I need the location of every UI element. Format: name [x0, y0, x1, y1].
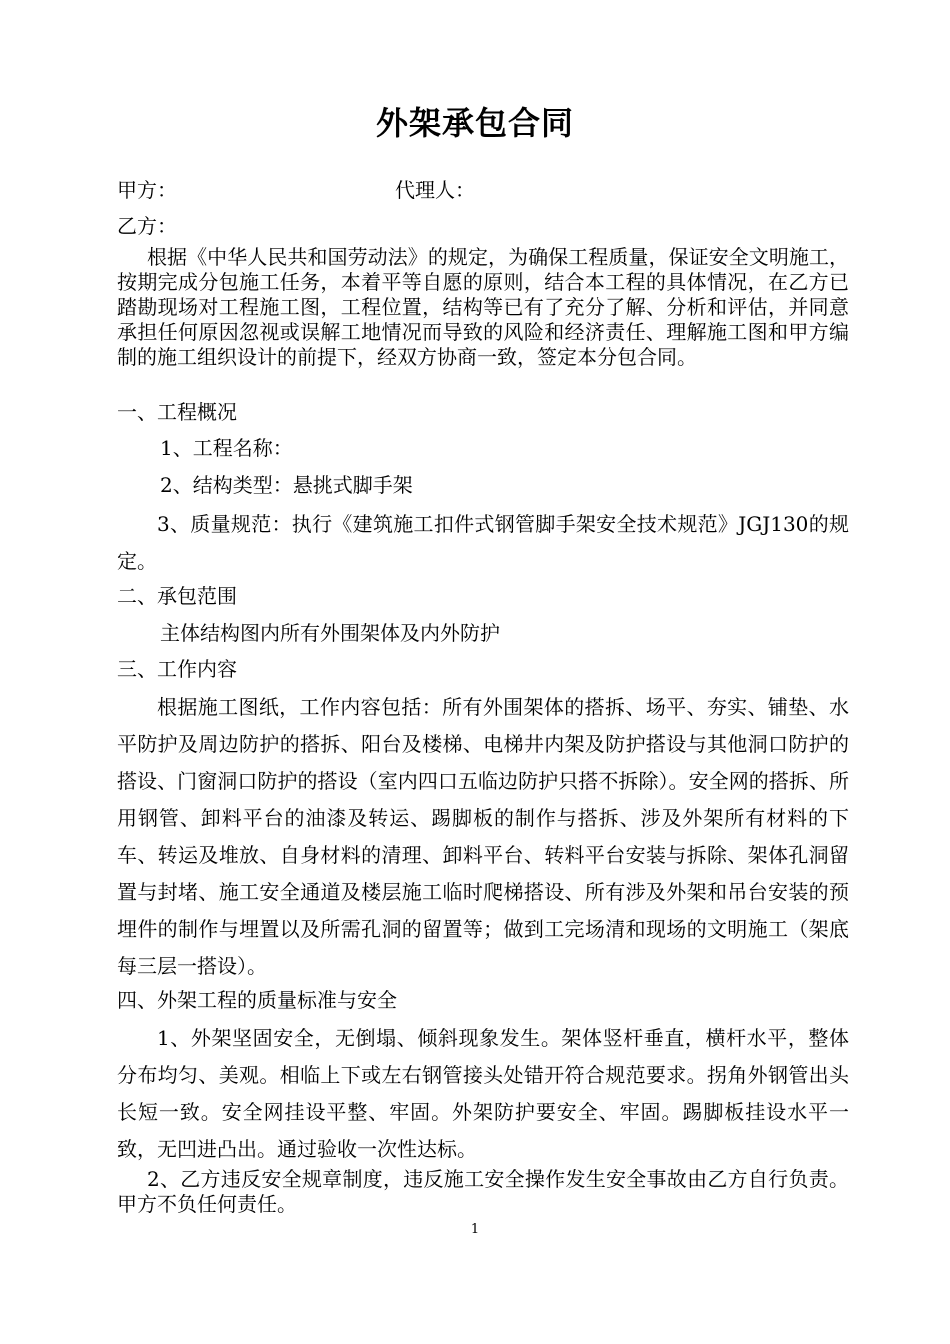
section-4-item-1-block: [117, 1020, 849, 1168]
section-2-heading: 二、承包范围: [117, 584, 237, 608]
section-3-text: 根据施工图纸，工作内容包括：所有外围架体的搭拆、场平、夯实、铺垫、水平防护及周边防护的搭拆、阳台及楼梯、电梯井内架及防护搭设与其他洞口防护的搭设、门窗洞口防护的搭设（室内四口五临边防护只搭不拆除）。安全网的搭拆、所用钢管、卸料平台的油漆及转运、踢脚板的制作与搭拆、涉及外架所有材料的下车、转运及堆放、自身材料的清理、卸料平台、转料平台安装与拆除、架体孔洞留置与封堵、施工安全通道及楼层施工临时爬梯搭设、所有涉及外架和吊台安装的预埋件的制作与埋置以及所需孔洞的留置等；做到工完场清和现场的文明施工（架底每三层一搭设）。: [117, 695, 849, 978]
section-4-item-1: 1、外架坚固安全，无倒塌、倾斜现象发生。架体竖杆垂直，横杆水平，整体分布均匀、美观。相临上下或左右钢管接头处错开符合规范要求。拐角外钢管出头长短一致。安全网挂设平整、牢固。外架防护要安全、牢固。踢脚板挂设水平一致，无凹进凸出。通过验收一次性达标。: [117, 1026, 849, 1161]
section-1-item-1: 1、工程名称：: [160, 436, 293, 460]
section-3-heading: 三、工作内容: [117, 657, 237, 681]
section-4-heading: 四、外架工程的质量标准与安全: [117, 988, 397, 1012]
party-a-label: 甲方：: [117, 178, 177, 202]
section-4-item-2: 2、乙方违反安全规章制度，违反施工安全操作发生安全事故由乙方自行负责。甲方不负任何责任。: [117, 1167, 849, 1216]
page-number: 1: [470, 1222, 480, 1237]
section-1-item-2: 2、结构类型：悬挑式脚手架: [160, 473, 413, 497]
agent-label: 代理人：: [395, 178, 475, 202]
document-title: 外架承包合同: [375, 104, 574, 142]
section-4-item-2-block: [117, 1167, 849, 1217]
preamble-paragraph: [117, 245, 849, 370]
section-1-item-3-block: [117, 506, 849, 580]
preamble-text: 根据《中华人民共和国劳动法》的规定，为确保工程质量，保证安全文明施工，按期完成分包施工任务，本着平等自愿的原则，结合本工程的具体情况，在乙方已踏勘现场对工程施工图，工程位置，结构等已有了充分了解、分析和评估，并同意承担任何原因忽视或误解工地情况而导致的风险和经济责任、理解施工图和甲方编制的施工组织设计的前提下，经双方协商一致，签定本分包合同。: [117, 245, 849, 369]
section-3-paragraph: [117, 689, 849, 985]
party-b-label: 乙方：: [117, 214, 177, 238]
section-1-heading: 一、工程概况: [117, 400, 237, 424]
section-2-text: 主体结构图内所有外围架体及内外防护: [160, 621, 500, 645]
section-1-item-3: 3、质量规范：执行《建筑施工扣件式钢管脚手架安全技术规范》JGJ130的规定。: [117, 512, 849, 573]
